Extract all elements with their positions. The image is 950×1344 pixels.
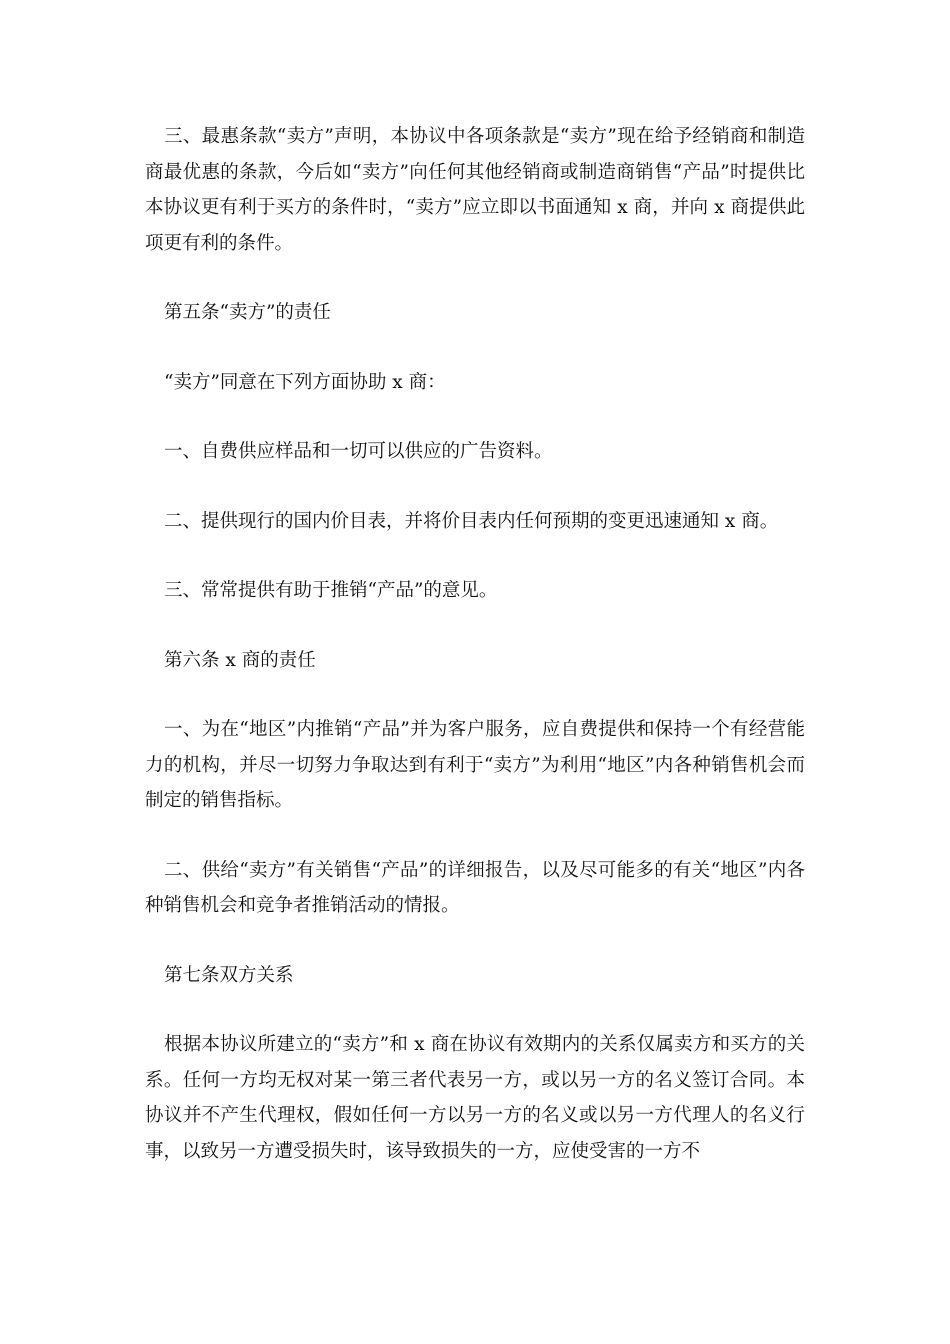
paragraph-duty-2-reports: 二、供给“卖方”有关销售“产品”的详细报告，以及尽可能多的有关“地区”内各种销售机会和竞争者推销活动的情报。 [145,859,805,916]
paragraph-seller-agrees: “卖方”同意在下列方面协助 x 商： [164,371,446,393]
paragraph-duty-1-organization: 一、为在“地区”内推销“产品”并为客户服务，应自费提供和保持一个有经营能力的机构，并尽一切努力争取达到有利于“卖方”为利用“地区”内各种销售机会而制定的销售指标。 [145,719,805,811]
paragraph-item-3-advice: 三、常常提供有助于推销“产品”的意见。 [164,580,498,601]
document-body [145,119,805,1169]
paragraph-most-favored-clause: 三、最惠条款“卖方”声明，本协议中各项条款是“卖方”现在给予经销商和制造商最优惠的条款，今后如“卖方”向任何其他经销商或制造商销售“产品”时提供比本协议更有利于买方的条件时，“卖方”应立即以书面通知 x 商，并向 x 商提供此项更有利的条件。 [145,126,805,254]
paragraph-item-1-samples: 一、自费供应样品和一切可以供应的广告资料。 [164,441,553,462]
heading-article-5: 第五条“卖方”的责任 [164,302,331,323]
paragraph-item-2-price-list: 二、提供现行的国内价目表，并将价目表内任何预期的变更迅速通知 x 商。 [164,510,779,532]
heading-article-7: 第七条双方关系 [164,964,294,986]
heading-article-6: 第六条 x 商的责任 [164,649,316,671]
paragraph-relationship: 根据本协议所建立的“卖方”和 x 商在协议有效期内的关系仅属卖方和买方的关系。任何一方均无权对某一第三者代表另一方，或以另一方的名义签订合同。本协议并不产生代理权，假如任何一方以另一方的名义或以另一方代理人的名义行事，以致另一方遭受损失时，该导致损失的一方，应使受害的一方不 [145,1034,805,1162]
